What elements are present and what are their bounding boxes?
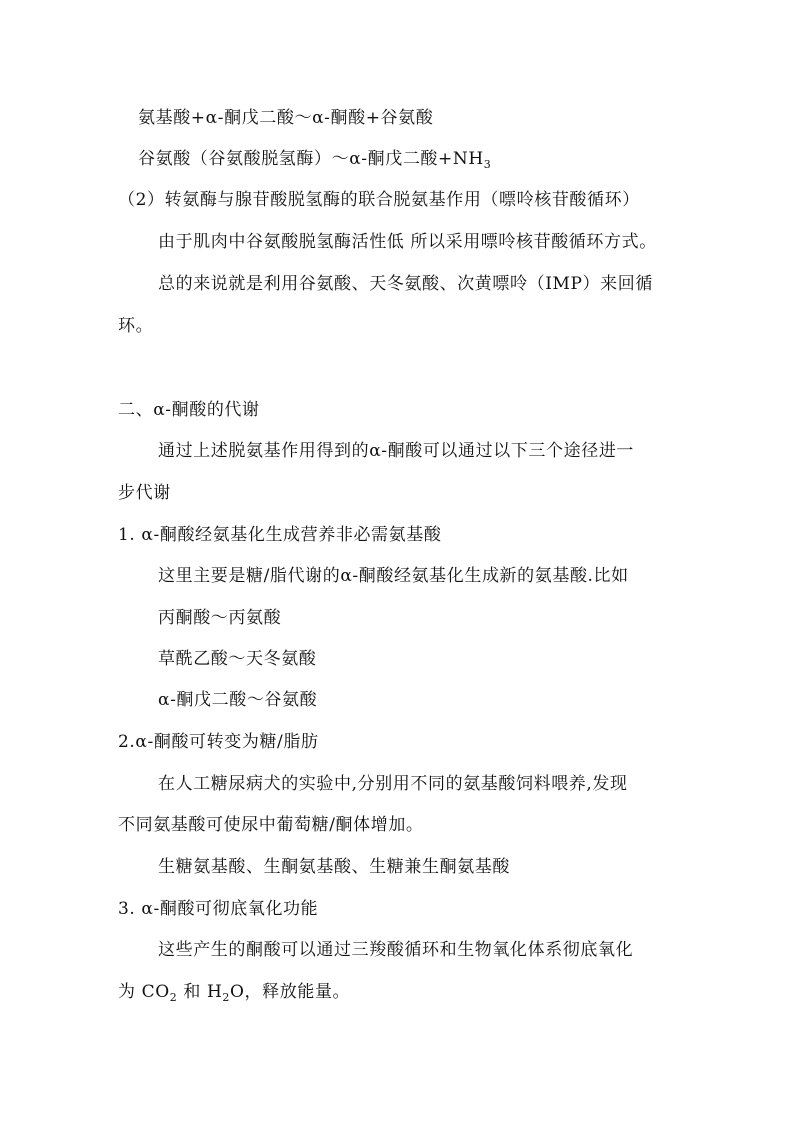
paragraph-line: 这些产生的酮酸可以通过三羧酸循环和生物氧化体系彻底氧化	[158, 940, 634, 960]
paragraph-line: 不同氨基酸可使尿中葡萄糖/酮体增加。	[118, 815, 424, 835]
subscript-3: 3	[483, 158, 492, 171]
subscript-2: 2	[169, 991, 178, 1004]
reaction-line-transamination: 氨基酸+α-酮戊二酸～α-酮酸+谷氨酸	[138, 108, 434, 128]
paragraph-line: 步代谢	[118, 483, 171, 503]
text-segment: 和 H	[177, 982, 223, 1002]
paragraph-line: 在人工糖尿病犬的实验中,分别用不同的氨基酸饲料喂养,发现	[158, 774, 628, 794]
text-segment: 为 CO	[118, 982, 170, 1002]
subscript-2: 2	[222, 991, 231, 1004]
list-item-1-title: 1. α-酮酸经氨基化生成营养非必需氨基酸	[118, 525, 442, 545]
section-heading-2: 二、α-酮酸的代谢	[118, 400, 260, 420]
subsection-heading-2: （2）转氨酶与腺苷酸脱氢酶的联合脱氨基作用（嘌呤核苷酸循环）	[118, 190, 640, 210]
reaction-text: 谷氨酸（谷氨酸脱氢酶）～α-酮戊二酸+NH	[138, 149, 484, 169]
list-item-2-title: 2.α-酮酸可转变为糖/脂肪	[118, 732, 319, 752]
paragraph-line: 环。	[118, 316, 154, 336]
example-line: α-酮戊二酸～谷氨酸	[158, 690, 318, 710]
paragraph-line-formula	[118, 981, 350, 1003]
paragraph-line: 由于肌肉中谷氨酸脱氢酶活性低 所以采用嘌呤核苷酸循环方式。	[158, 232, 657, 252]
paragraph-line: 总的来说就是利用谷氨酸、天冬氨酸、次黄嘌呤（IMP）来回循	[158, 274, 653, 294]
text-segment: O，释放能量。	[230, 982, 351, 1002]
example-line: 草酰乙酸～天冬氨酸	[158, 649, 317, 669]
paragraph-line: 生糖氨基酸、生酮氨基酸、生糖兼生酮氨基酸	[158, 857, 510, 877]
reaction-line-deamination	[138, 148, 491, 170]
example-line: 丙酮酸～丙氨酸	[158, 608, 282, 628]
list-item-3-title: 3. α-酮酸可彻底氧化功能	[118, 899, 319, 919]
paragraph-line: 这里主要是糖/脂代谢的α-酮酸经氨基化生成新的氨基酸.比如	[158, 566, 629, 586]
paragraph-line: 通过上述脱氨基作用得到的α-酮酸可以通过以下三个途径进一	[158, 441, 635, 461]
